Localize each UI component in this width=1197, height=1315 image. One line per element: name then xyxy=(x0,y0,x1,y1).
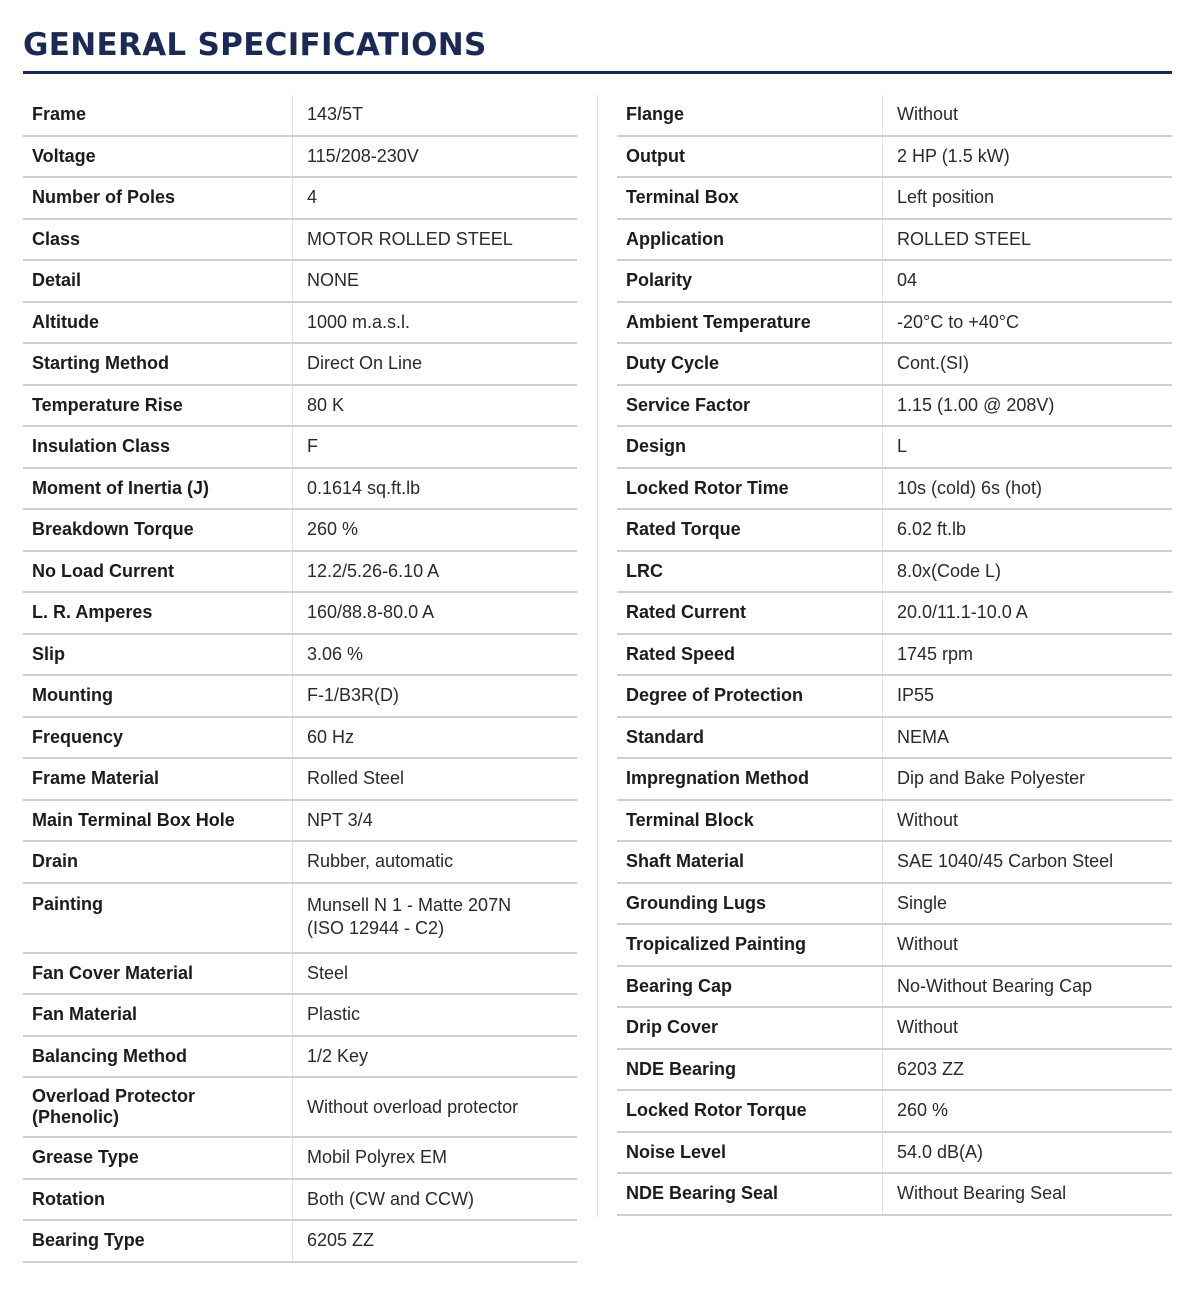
spec-label: Frequency xyxy=(23,718,293,758)
spec-label: Duty Cycle xyxy=(617,344,883,384)
spec-label: Frame xyxy=(23,95,293,135)
spec-label: Rated Torque xyxy=(617,510,883,550)
column-divider xyxy=(597,95,598,1217)
spec-label: Starting Method xyxy=(23,344,293,384)
spec-row-no-load-current xyxy=(23,552,577,594)
spec-value: L xyxy=(897,436,908,457)
spec-label: Rated Speed xyxy=(617,635,883,675)
spec-row-degree-of-protection xyxy=(617,676,1172,718)
spec-value: Without overload protector xyxy=(307,1096,519,1117)
spec-label: Drip Cover xyxy=(617,1008,883,1048)
spec-row-moment-of-inertia-j xyxy=(23,469,577,511)
spec-row-lrc xyxy=(617,552,1172,594)
spec-label: Application xyxy=(617,220,883,260)
spec-label: Moment of Inertia (J) xyxy=(23,469,293,509)
spec-label: Voltage xyxy=(23,137,293,177)
spec-value: 6203 ZZ xyxy=(897,1058,965,1079)
spec-value: 6.02 ft.lb xyxy=(897,519,967,540)
spec-row-standard xyxy=(617,718,1172,760)
spec-row-fan-cover-material xyxy=(23,954,577,996)
spec-row-altitude xyxy=(23,303,577,345)
spec-label: Locked Rotor Torque xyxy=(617,1091,883,1131)
spec-row-shaft-material xyxy=(617,842,1172,884)
spec-label: Balancing Method xyxy=(23,1037,293,1077)
spec-row-application xyxy=(617,220,1172,262)
spec-row-ambient-temperature xyxy=(617,303,1172,345)
spec-row-frequency xyxy=(23,718,577,760)
spec-row-mounting xyxy=(23,676,577,718)
spec-label: Grease Type xyxy=(23,1138,293,1178)
spec-value: Left position xyxy=(897,187,995,208)
spec-row-output xyxy=(617,137,1172,179)
spec-value: MOTOR ROLLED STEEL xyxy=(307,228,513,249)
spec-label: Polarity xyxy=(617,261,883,301)
spec-row-nde-bearing xyxy=(617,1050,1172,1092)
spec-value: SAE 1040/45 Carbon Steel xyxy=(897,851,1114,872)
spec-label: Overload Protector (Phenolic) xyxy=(23,1078,293,1136)
spec-value: NEMA xyxy=(897,726,950,747)
spec-row-service-factor xyxy=(617,386,1172,428)
spec-row-locked-rotor-torque xyxy=(617,1091,1172,1133)
spec-value: 8.0x(Code L) xyxy=(897,560,1002,581)
spec-value: 143/5T xyxy=(307,104,364,125)
spec-label: Bearing Type xyxy=(23,1221,293,1261)
spec-row-grounding-lugs xyxy=(617,884,1172,926)
spec-value: 1745 rpm xyxy=(897,643,974,664)
spec-label: Bearing Cap xyxy=(617,967,883,1007)
spec-label: Frame Material xyxy=(23,759,293,799)
spec-row-rated-speed xyxy=(617,635,1172,677)
spec-row-temperature-rise xyxy=(23,386,577,428)
spec-label: Ambient Temperature xyxy=(617,303,883,343)
spec-label: Locked Rotor Time xyxy=(617,469,883,509)
spec-row-fan-material xyxy=(23,995,577,1037)
spec-label: Design xyxy=(617,427,883,467)
spec-value: 20.0/11.1-10.0 A xyxy=(897,602,1028,623)
spec-value: 10s (cold) 6s (hot) xyxy=(897,477,1043,498)
spec-row-tropicalized-painting xyxy=(617,925,1172,967)
spec-row-bearing-cap xyxy=(617,967,1172,1009)
spec-label: Terminal Block xyxy=(617,801,883,841)
spec-label: NDE Bearing Seal xyxy=(617,1174,883,1214)
spec-label: Grounding Lugs xyxy=(617,884,883,924)
spec-row-drain xyxy=(23,842,577,884)
spec-label: Rotation xyxy=(23,1180,293,1220)
spec-label: Tropicalized Painting xyxy=(617,925,883,965)
spec-value: 80 K xyxy=(307,394,345,415)
spec-value: 1.15 (1.00 @ 208V) xyxy=(897,394,1055,415)
spec-row-class xyxy=(23,220,577,262)
spec-value: Munsell N 1 - Matte 207N (ISO 12944 - C2) xyxy=(307,894,512,938)
spec-value: Single xyxy=(897,892,948,913)
spec-label: Class xyxy=(23,220,293,260)
spec-label: Mounting xyxy=(23,676,293,716)
spec-value: 260 % xyxy=(897,1100,949,1121)
spec-row-impregnation-method xyxy=(617,759,1172,801)
spec-value: Mobil Polyrex EM xyxy=(307,1147,448,1168)
spec-value: 04 xyxy=(897,270,918,291)
spec-label: Flange xyxy=(617,95,883,135)
spec-row-terminal-box xyxy=(617,178,1172,220)
spec-row-rated-torque xyxy=(617,510,1172,552)
spec-value: F xyxy=(307,436,318,457)
spec-row-bearing-type xyxy=(23,1221,577,1263)
spec-row-grease-type xyxy=(23,1138,577,1180)
spec-label: NDE Bearing xyxy=(617,1050,883,1090)
spec-value: Both (CW and CCW) xyxy=(307,1188,475,1209)
spec-value: 4 xyxy=(307,187,318,208)
spec-value: Steel xyxy=(307,962,349,983)
spec-label: Detail xyxy=(23,261,293,301)
spec-value: ROLLED STEEL xyxy=(897,228,1032,249)
spec-value: Direct On Line xyxy=(307,353,423,374)
spec-row-starting-method xyxy=(23,344,577,386)
spec-row-locked-rotor-time xyxy=(617,469,1172,511)
spec-value: Without xyxy=(897,934,959,955)
spec-row-design xyxy=(617,427,1172,469)
spec-row-voltage xyxy=(23,137,577,179)
spec-label: Terminal Box xyxy=(617,178,883,218)
spec-label: Fan Cover Material xyxy=(23,954,293,994)
spec-label: Fan Material xyxy=(23,995,293,1035)
spec-label: Number of Poles xyxy=(23,178,293,218)
spec-value: 6205 ZZ xyxy=(307,1230,375,1251)
spec-value: F-1/B3R(D) xyxy=(307,685,400,706)
spec-row-balancing-method xyxy=(23,1037,577,1079)
spec-label: Rated Current xyxy=(617,593,883,633)
spec-label: LRC xyxy=(617,552,883,592)
spec-value: Rubber, automatic xyxy=(307,851,454,872)
spec-label: Drain xyxy=(23,842,293,882)
spec-row-l-r-amperes xyxy=(23,593,577,635)
spec-row-flange xyxy=(617,95,1172,137)
spec-label: Output xyxy=(617,137,883,177)
spec-label: No Load Current xyxy=(23,552,293,592)
spec-label: L. R. Amperes xyxy=(23,593,293,633)
spec-value: 0.1614 sq.ft.lb xyxy=(307,477,421,498)
spec-value: Dip and Bake Polyester xyxy=(897,768,1086,789)
spec-label: Main Terminal Box Hole xyxy=(23,801,293,841)
spec-label: Degree of Protection xyxy=(617,676,883,716)
title-underline xyxy=(23,71,1172,74)
spec-table-right xyxy=(617,95,1172,1216)
spec-row-painting xyxy=(23,884,577,954)
spec-label: Breakdown Torque xyxy=(23,510,293,550)
spec-value: -20°C to +40°C xyxy=(897,311,1019,332)
spec-value: Without xyxy=(897,104,959,125)
spec-value: Without xyxy=(897,809,959,830)
spec-row-noise-level xyxy=(617,1133,1172,1175)
spec-row-polarity xyxy=(617,261,1172,303)
spec-row-drip-cover xyxy=(617,1008,1172,1050)
spec-value: 12.2/5.26-6.10 A xyxy=(307,560,440,581)
spec-label: Standard xyxy=(617,718,883,758)
spec-row-frame-material xyxy=(23,759,577,801)
spec-row-main-terminal-box-hole xyxy=(23,801,577,843)
spec-row-terminal-block xyxy=(617,801,1172,843)
spec-value: 160/88.8-80.0 A xyxy=(307,602,435,623)
spec-row-frame xyxy=(23,95,577,137)
spec-value: NPT 3/4 xyxy=(307,809,373,830)
spec-value: 115/208-230V xyxy=(307,145,419,166)
spec-value: No-Without Bearing Cap xyxy=(897,975,1093,996)
spec-row-duty-cycle xyxy=(617,344,1172,386)
spec-row-overload-protector-phenolic xyxy=(23,1078,577,1138)
spec-table-left xyxy=(23,95,577,1263)
spec-row-slip xyxy=(23,635,577,677)
spec-value: 2 HP (1.5 kW) xyxy=(897,145,1010,166)
spec-row-number-of-poles xyxy=(23,178,577,220)
spec-label: Service Factor xyxy=(617,386,883,426)
spec-row-rated-current xyxy=(617,593,1172,635)
spec-value: Without xyxy=(897,1017,959,1038)
spec-row-insulation-class xyxy=(23,427,577,469)
spec-value: 260 % xyxy=(307,519,359,540)
spec-row-nde-bearing-seal xyxy=(617,1174,1172,1216)
spec-label: Noise Level xyxy=(617,1133,883,1173)
spec-label: Temperature Rise xyxy=(23,386,293,426)
spec-value: 54.0 dB(A) xyxy=(897,1141,984,1162)
spec-value: Plastic xyxy=(307,1004,361,1025)
spec-value: Without Bearing Seal xyxy=(897,1183,1067,1204)
spec-row-breakdown-torque xyxy=(23,510,577,552)
spec-value: 3.06 % xyxy=(307,643,364,664)
spec-value: 1000 m.a.s.l. xyxy=(307,311,411,332)
spec-value: 60 Hz xyxy=(307,726,355,747)
spec-value: 1/2 Key xyxy=(307,1045,369,1066)
spec-value: NONE xyxy=(307,270,360,291)
spec-label: Painting xyxy=(23,884,293,952)
spec-row-detail xyxy=(23,261,577,303)
spec-label: Insulation Class xyxy=(23,427,293,467)
spec-value: IP55 xyxy=(897,685,935,706)
spec-label: Altitude xyxy=(23,303,293,343)
spec-label: Shaft Material xyxy=(617,842,883,882)
spec-row-rotation xyxy=(23,1180,577,1222)
spec-label: Impregnation Method xyxy=(617,759,883,799)
spec-label: Slip xyxy=(23,635,293,675)
spec-value: Cont.(SI) xyxy=(897,353,970,374)
page-title: GENERAL SPECIFICATIONS xyxy=(23,27,487,63)
spec-value: Rolled Steel xyxy=(307,768,405,789)
